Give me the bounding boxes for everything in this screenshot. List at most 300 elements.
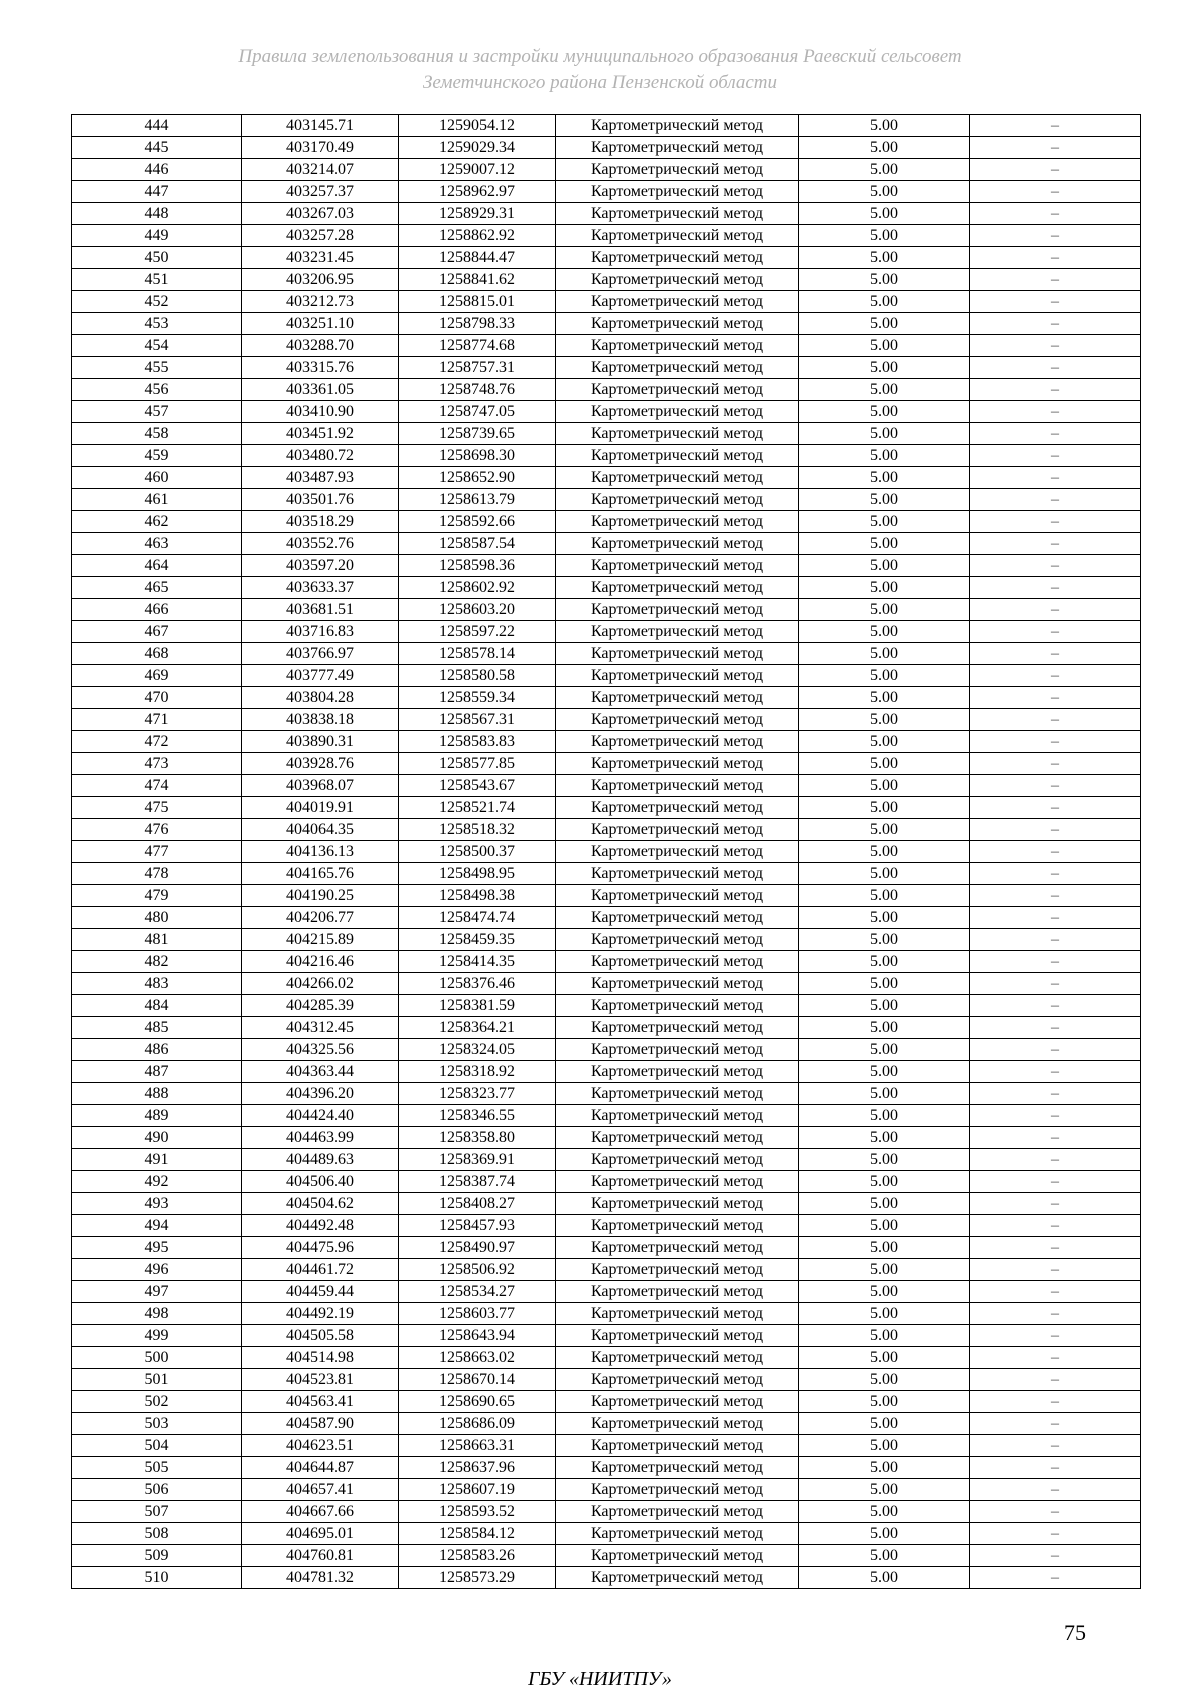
method-cell: Картометрический метод xyxy=(556,841,799,863)
accuracy-cell: 5.00 xyxy=(799,1017,970,1039)
note-cell: – xyxy=(970,291,1141,313)
point-number-cell: 457 xyxy=(72,401,242,423)
y-coordinate-cell: 1258457.93 xyxy=(399,1215,556,1237)
table-row xyxy=(72,951,1141,973)
note-cell: – xyxy=(970,357,1141,379)
accuracy-cell: 5.00 xyxy=(799,907,970,929)
point-number-cell: 455 xyxy=(72,357,242,379)
method-cell: Картометрический метод xyxy=(556,643,799,665)
method-cell: Картометрический метод xyxy=(556,1391,799,1413)
x-coordinate-cell: 403410.90 xyxy=(242,401,399,423)
method-cell: Картометрический метод xyxy=(556,533,799,555)
note-cell: – xyxy=(970,1281,1141,1303)
x-coordinate-cell: 403257.28 xyxy=(242,225,399,247)
table-row xyxy=(72,885,1141,907)
accuracy-cell: 5.00 xyxy=(799,555,970,577)
accuracy-cell: 5.00 xyxy=(799,467,970,489)
method-cell: Картометрический метод xyxy=(556,247,799,269)
y-coordinate-cell: 1258598.36 xyxy=(399,555,556,577)
y-coordinate-cell: 1258592.66 xyxy=(399,511,556,533)
y-coordinate-cell: 1258686.09 xyxy=(399,1413,556,1435)
note-cell: – xyxy=(970,533,1141,555)
point-number-cell: 500 xyxy=(72,1347,242,1369)
point-number-cell: 468 xyxy=(72,643,242,665)
point-number-cell: 446 xyxy=(72,159,242,181)
note-cell: – xyxy=(970,1105,1141,1127)
note-cell: – xyxy=(970,995,1141,1017)
accuracy-cell: 5.00 xyxy=(799,1479,970,1501)
note-cell: – xyxy=(970,1193,1141,1215)
x-coordinate-cell: 404215.89 xyxy=(242,929,399,951)
x-coordinate-cell: 404623.51 xyxy=(242,1435,399,1457)
y-coordinate-cell: 1258583.26 xyxy=(399,1545,556,1567)
method-cell: Картометрический метод xyxy=(556,423,799,445)
note-cell: – xyxy=(970,269,1141,291)
point-number-cell: 487 xyxy=(72,1061,242,1083)
page-number: 75 xyxy=(1064,1620,1086,1645)
method-cell: Картометрический метод xyxy=(556,1325,799,1347)
note-cell: – xyxy=(970,1523,1141,1545)
method-cell: Картометрический метод xyxy=(556,1281,799,1303)
accuracy-cell: 5.00 xyxy=(799,1457,970,1479)
accuracy-cell: 5.00 xyxy=(799,665,970,687)
accuracy-cell: 5.00 xyxy=(799,335,970,357)
x-coordinate-cell: 404587.90 xyxy=(242,1413,399,1435)
x-coordinate-cell: 404781.32 xyxy=(242,1567,399,1589)
accuracy-cell: 5.00 xyxy=(799,1083,970,1105)
note-cell: – xyxy=(970,1149,1141,1171)
note-cell: – xyxy=(970,181,1141,203)
x-coordinate-cell: 403170.49 xyxy=(242,137,399,159)
x-coordinate-cell: 404019.91 xyxy=(242,797,399,819)
point-number-cell: 461 xyxy=(72,489,242,511)
note-cell: – xyxy=(970,753,1141,775)
note-cell: – xyxy=(970,1017,1141,1039)
method-cell: Картометрический метод xyxy=(556,1501,799,1523)
x-coordinate-cell: 404475.96 xyxy=(242,1237,399,1259)
x-coordinate-cell: 403206.95 xyxy=(242,269,399,291)
note-cell: – xyxy=(970,731,1141,753)
table-row xyxy=(72,665,1141,687)
y-coordinate-cell: 1258559.34 xyxy=(399,687,556,709)
note-cell: – xyxy=(970,973,1141,995)
accuracy-cell: 5.00 xyxy=(799,775,970,797)
y-coordinate-cell: 1258962.97 xyxy=(399,181,556,203)
method-cell: Картометрический метод xyxy=(556,115,799,137)
note-cell: – xyxy=(970,467,1141,489)
point-number-cell: 483 xyxy=(72,973,242,995)
method-cell: Картометрический метод xyxy=(556,1457,799,1479)
y-coordinate-cell: 1258774.68 xyxy=(399,335,556,357)
accuracy-cell: 5.00 xyxy=(799,1215,970,1237)
x-coordinate-cell: 403212.73 xyxy=(242,291,399,313)
accuracy-cell: 5.00 xyxy=(799,1061,970,1083)
table-row xyxy=(72,753,1141,775)
x-coordinate-cell: 403518.29 xyxy=(242,511,399,533)
method-cell: Картометрический метод xyxy=(556,1149,799,1171)
y-coordinate-cell: 1258318.92 xyxy=(399,1061,556,1083)
note-cell: – xyxy=(970,1369,1141,1391)
y-coordinate-cell: 1258323.77 xyxy=(399,1083,556,1105)
point-number-cell: 476 xyxy=(72,819,242,841)
point-number-cell: 466 xyxy=(72,599,242,621)
accuracy-cell: 5.00 xyxy=(799,1391,970,1413)
note-cell: – xyxy=(970,907,1141,929)
x-coordinate-cell: 403451.92 xyxy=(242,423,399,445)
note-cell: – xyxy=(970,1039,1141,1061)
point-number-cell: 458 xyxy=(72,423,242,445)
note-cell: – xyxy=(970,159,1141,181)
note-cell: – xyxy=(970,687,1141,709)
table-row xyxy=(72,1435,1141,1457)
accuracy-cell: 5.00 xyxy=(799,1413,970,1435)
x-coordinate-cell: 404064.35 xyxy=(242,819,399,841)
note-cell: – xyxy=(970,511,1141,533)
y-coordinate-cell: 1258408.27 xyxy=(399,1193,556,1215)
accuracy-cell: 5.00 xyxy=(799,819,970,841)
method-cell: Картометрический метод xyxy=(556,1523,799,1545)
point-number-cell: 481 xyxy=(72,929,242,951)
header-line-2: Земетчинского района Пензенской области xyxy=(422,72,778,93)
accuracy-cell: 5.00 xyxy=(799,753,970,775)
x-coordinate-cell: 404504.62 xyxy=(242,1193,399,1215)
table-row xyxy=(72,687,1141,709)
note-cell: – xyxy=(970,203,1141,225)
note-cell: – xyxy=(970,115,1141,137)
method-cell: Картометрический метод xyxy=(556,885,799,907)
table-row xyxy=(72,445,1141,467)
x-coordinate-cell: 403214.07 xyxy=(242,159,399,181)
point-number-cell: 508 xyxy=(72,1523,242,1545)
table-row xyxy=(72,1017,1141,1039)
x-coordinate-cell: 403838.18 xyxy=(242,709,399,731)
method-cell: Картометрический метод xyxy=(556,1127,799,1149)
accuracy-cell: 5.00 xyxy=(799,951,970,973)
note-cell: – xyxy=(970,665,1141,687)
point-number-cell: 502 xyxy=(72,1391,242,1413)
point-number-cell: 491 xyxy=(72,1149,242,1171)
accuracy-cell: 5.00 xyxy=(799,1545,970,1567)
table-row xyxy=(72,1391,1141,1413)
point-number-cell: 499 xyxy=(72,1325,242,1347)
point-number-cell: 463 xyxy=(72,533,242,555)
coordinates-table xyxy=(71,114,1141,1589)
point-number-cell: 469 xyxy=(72,665,242,687)
method-cell: Картометрический метод xyxy=(556,731,799,753)
note-cell: – xyxy=(970,1259,1141,1281)
method-cell: Картометрический метод xyxy=(556,929,799,951)
y-coordinate-cell: 1258346.55 xyxy=(399,1105,556,1127)
note-cell: – xyxy=(970,401,1141,423)
table-row xyxy=(72,335,1141,357)
y-coordinate-cell: 1258603.20 xyxy=(399,599,556,621)
method-cell: Картометрический метод xyxy=(556,137,799,159)
note-cell: – xyxy=(970,885,1141,907)
table-row xyxy=(72,643,1141,665)
point-number-cell: 492 xyxy=(72,1171,242,1193)
x-coordinate-cell: 403231.45 xyxy=(242,247,399,269)
y-coordinate-cell: 1258652.90 xyxy=(399,467,556,489)
method-cell: Картометрический метод xyxy=(556,401,799,423)
note-cell: – xyxy=(970,1083,1141,1105)
table-row xyxy=(72,1237,1141,1259)
table-row xyxy=(72,1369,1141,1391)
method-cell: Картометрический метод xyxy=(556,753,799,775)
method-cell: Картометрический метод xyxy=(556,1435,799,1457)
point-number-cell: 472 xyxy=(72,731,242,753)
table-row xyxy=(72,775,1141,797)
y-coordinate-cell: 1259054.12 xyxy=(399,115,556,137)
y-coordinate-cell: 1258521.74 xyxy=(399,797,556,819)
table-row xyxy=(72,555,1141,577)
note-cell: – xyxy=(970,1413,1141,1435)
table-row xyxy=(72,709,1141,731)
accuracy-cell: 5.00 xyxy=(799,1105,970,1127)
x-coordinate-cell: 404667.66 xyxy=(242,1501,399,1523)
table-row xyxy=(72,511,1141,533)
method-cell: Картометрический метод xyxy=(556,159,799,181)
accuracy-cell: 5.00 xyxy=(799,797,970,819)
table-row xyxy=(72,1413,1141,1435)
note-cell: – xyxy=(970,1479,1141,1501)
table-row xyxy=(72,1061,1141,1083)
point-number-cell: 452 xyxy=(72,291,242,313)
note-cell: – xyxy=(970,379,1141,401)
point-number-cell: 497 xyxy=(72,1281,242,1303)
y-coordinate-cell: 1258573.29 xyxy=(399,1567,556,1589)
point-number-cell: 471 xyxy=(72,709,242,731)
point-number-cell: 474 xyxy=(72,775,242,797)
x-coordinate-cell: 403251.10 xyxy=(242,313,399,335)
x-coordinate-cell: 403288.70 xyxy=(242,335,399,357)
note-cell: – xyxy=(970,247,1141,269)
method-cell: Картометрический метод xyxy=(556,489,799,511)
method-cell: Картометрический метод xyxy=(556,621,799,643)
note-cell: – xyxy=(970,445,1141,467)
table-row xyxy=(72,379,1141,401)
table-row xyxy=(72,973,1141,995)
accuracy-cell: 5.00 xyxy=(799,687,970,709)
method-cell: Картометрический метод xyxy=(556,357,799,379)
accuracy-cell: 5.00 xyxy=(799,995,970,1017)
accuracy-cell: 5.00 xyxy=(799,203,970,225)
x-coordinate-cell: 404266.02 xyxy=(242,973,399,995)
note-cell: – xyxy=(970,709,1141,731)
method-cell: Картометрический метод xyxy=(556,1259,799,1281)
table-row xyxy=(72,1457,1141,1479)
table-row xyxy=(72,1083,1141,1105)
table-row xyxy=(72,1347,1141,1369)
method-cell: Картометрический метод xyxy=(556,511,799,533)
x-coordinate-cell: 404206.77 xyxy=(242,907,399,929)
accuracy-cell: 5.00 xyxy=(799,225,970,247)
accuracy-cell: 5.00 xyxy=(799,1259,970,1281)
table-row xyxy=(72,203,1141,225)
table-row xyxy=(72,1193,1141,1215)
note-cell: – xyxy=(970,1171,1141,1193)
table-row xyxy=(72,247,1141,269)
method-cell: Картометрический метод xyxy=(556,1083,799,1105)
accuracy-cell: 5.00 xyxy=(799,1369,970,1391)
y-coordinate-cell: 1258506.92 xyxy=(399,1259,556,1281)
accuracy-cell: 5.00 xyxy=(799,511,970,533)
x-coordinate-cell: 404514.98 xyxy=(242,1347,399,1369)
y-coordinate-cell: 1258602.92 xyxy=(399,577,556,599)
point-number-cell: 460 xyxy=(72,467,242,489)
accuracy-cell: 5.00 xyxy=(799,445,970,467)
point-number-cell: 490 xyxy=(72,1127,242,1149)
method-cell: Картометрический метод xyxy=(556,1545,799,1567)
point-number-cell: 464 xyxy=(72,555,242,577)
note-cell: – xyxy=(970,797,1141,819)
table-row xyxy=(72,533,1141,555)
point-number-cell: 470 xyxy=(72,687,242,709)
point-number-cell: 486 xyxy=(72,1039,242,1061)
y-coordinate-cell: 1258364.21 xyxy=(399,1017,556,1039)
method-cell: Картометрический метод xyxy=(556,291,799,313)
table-row xyxy=(72,907,1141,929)
point-number-cell: 501 xyxy=(72,1369,242,1391)
note-cell: – xyxy=(970,555,1141,577)
method-cell: Картометрический метод xyxy=(556,1303,799,1325)
method-cell: Картометрический метод xyxy=(556,1347,799,1369)
method-cell: Картометрический метод xyxy=(556,709,799,731)
y-coordinate-cell: 1258643.94 xyxy=(399,1325,556,1347)
x-coordinate-cell: 404136.13 xyxy=(242,841,399,863)
accuracy-cell: 5.00 xyxy=(799,1281,970,1303)
table-row xyxy=(72,423,1141,445)
y-coordinate-cell: 1258534.27 xyxy=(399,1281,556,1303)
x-coordinate-cell: 404285.39 xyxy=(242,995,399,1017)
accuracy-cell: 5.00 xyxy=(799,1523,970,1545)
x-coordinate-cell: 404424.40 xyxy=(242,1105,399,1127)
note-cell: – xyxy=(970,1303,1141,1325)
x-coordinate-cell: 404190.25 xyxy=(242,885,399,907)
method-cell: Картометрический метод xyxy=(556,907,799,929)
y-coordinate-cell: 1258583.83 xyxy=(399,731,556,753)
table-row xyxy=(72,159,1141,181)
table-row xyxy=(72,577,1141,599)
method-cell: Картометрический метод xyxy=(556,819,799,841)
y-coordinate-cell: 1258577.85 xyxy=(399,753,556,775)
point-number-cell: 494 xyxy=(72,1215,242,1237)
y-coordinate-cell: 1258414.35 xyxy=(399,951,556,973)
accuracy-cell: 5.00 xyxy=(799,181,970,203)
table-row xyxy=(72,313,1141,335)
x-coordinate-cell: 403361.05 xyxy=(242,379,399,401)
table-row xyxy=(72,797,1141,819)
y-coordinate-cell: 1258597.22 xyxy=(399,621,556,643)
point-number-cell: 485 xyxy=(72,1017,242,1039)
running-header xyxy=(0,44,1200,96)
y-coordinate-cell: 1258757.31 xyxy=(399,357,556,379)
x-coordinate-cell: 403681.51 xyxy=(242,599,399,621)
method-cell: Картометрический метод xyxy=(556,775,799,797)
note-cell: – xyxy=(970,1127,1141,1149)
method-cell: Картометрический метод xyxy=(556,1479,799,1501)
point-number-cell: 453 xyxy=(72,313,242,335)
accuracy-cell: 5.00 xyxy=(799,863,970,885)
x-coordinate-cell: 404396.20 xyxy=(242,1083,399,1105)
x-coordinate-cell: 404505.58 xyxy=(242,1325,399,1347)
x-coordinate-cell: 404165.76 xyxy=(242,863,399,885)
x-coordinate-cell: 403597.20 xyxy=(242,555,399,577)
accuracy-cell: 5.00 xyxy=(799,1501,970,1523)
point-number-cell: 449 xyxy=(72,225,242,247)
method-cell: Картометрический метод xyxy=(556,1105,799,1127)
method-cell: Картометрический метод xyxy=(556,313,799,335)
x-coordinate-cell: 404657.41 xyxy=(242,1479,399,1501)
method-cell: Картометрический метод xyxy=(556,995,799,1017)
table-row xyxy=(72,1501,1141,1523)
method-cell: Картометрический метод xyxy=(556,1017,799,1039)
x-coordinate-cell: 403633.37 xyxy=(242,577,399,599)
method-cell: Картометрический метод xyxy=(556,555,799,577)
method-cell: Картометрический метод xyxy=(556,379,799,401)
accuracy-cell: 5.00 xyxy=(799,137,970,159)
accuracy-cell: 5.00 xyxy=(799,1237,970,1259)
note-cell: – xyxy=(970,1545,1141,1567)
table-row xyxy=(72,181,1141,203)
method-cell: Картометрический метод xyxy=(556,203,799,225)
note-cell: – xyxy=(970,1391,1141,1413)
x-coordinate-cell: 404492.19 xyxy=(242,1303,399,1325)
method-cell: Картометрический метод xyxy=(556,1413,799,1435)
note-cell: – xyxy=(970,1237,1141,1259)
accuracy-cell: 5.00 xyxy=(799,1171,970,1193)
note-cell: – xyxy=(970,775,1141,797)
point-number-cell: 484 xyxy=(72,995,242,1017)
point-number-cell: 451 xyxy=(72,269,242,291)
point-number-cell: 454 xyxy=(72,335,242,357)
method-cell: Картометрический метод xyxy=(556,1215,799,1237)
x-coordinate-cell: 403480.72 xyxy=(242,445,399,467)
point-number-cell: 444 xyxy=(72,115,242,137)
accuracy-cell: 5.00 xyxy=(799,379,970,401)
point-number-cell: 447 xyxy=(72,181,242,203)
y-coordinate-cell: 1258369.91 xyxy=(399,1149,556,1171)
point-number-cell: 493 xyxy=(72,1193,242,1215)
y-coordinate-cell: 1258567.31 xyxy=(399,709,556,731)
point-number-cell: 496 xyxy=(72,1259,242,1281)
table-row xyxy=(72,1545,1141,1567)
x-coordinate-cell: 403267.03 xyxy=(242,203,399,225)
x-coordinate-cell: 403777.49 xyxy=(242,665,399,687)
method-cell: Картометрический метод xyxy=(556,181,799,203)
footer-org: ГБУ «НИИТПУ» xyxy=(528,1668,672,1690)
y-coordinate-cell: 1258815.01 xyxy=(399,291,556,313)
point-number-cell: 509 xyxy=(72,1545,242,1567)
accuracy-cell: 5.00 xyxy=(799,401,970,423)
accuracy-cell: 5.00 xyxy=(799,269,970,291)
point-number-cell: 450 xyxy=(72,247,242,269)
y-coordinate-cell: 1258500.37 xyxy=(399,841,556,863)
point-number-cell: 505 xyxy=(72,1457,242,1479)
accuracy-cell: 5.00 xyxy=(799,929,970,951)
point-number-cell: 473 xyxy=(72,753,242,775)
y-coordinate-cell: 1258324.05 xyxy=(399,1039,556,1061)
x-coordinate-cell: 403890.31 xyxy=(242,731,399,753)
note-cell: – xyxy=(970,1567,1141,1589)
accuracy-cell: 5.00 xyxy=(799,577,970,599)
table-row xyxy=(72,269,1141,291)
accuracy-cell: 5.00 xyxy=(799,1127,970,1149)
table-row xyxy=(72,1149,1141,1171)
y-coordinate-cell: 1258518.32 xyxy=(399,819,556,841)
x-coordinate-cell: 404492.48 xyxy=(242,1215,399,1237)
table-row xyxy=(72,1215,1141,1237)
note-cell: – xyxy=(970,489,1141,511)
